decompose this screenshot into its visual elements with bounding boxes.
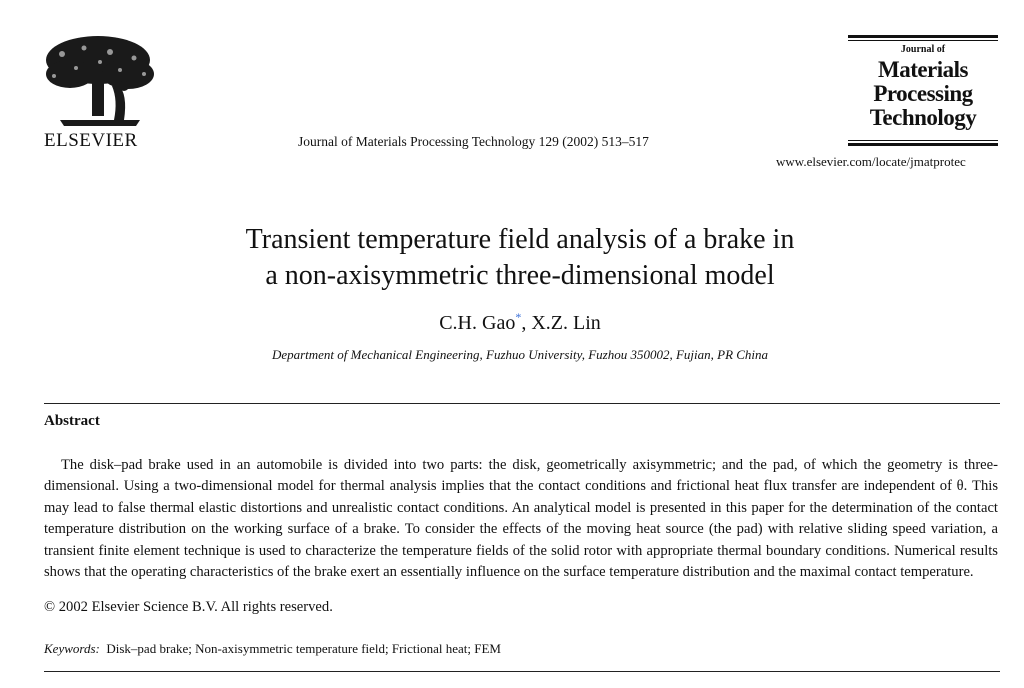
- journal-bottom-rule-thin: [848, 140, 998, 141]
- journal-top-rule-thin: [848, 40, 998, 41]
- publisher-name: ELSEVIER: [44, 130, 138, 151]
- title-line: Transient temperature field analysis of a brake in: [245, 224, 795, 255]
- authors: [0, 310, 1024, 335]
- article-title: [0, 222, 1024, 294]
- corresponding-author-link[interactable]: *: [515, 310, 522, 324]
- abstract-top-divider: [44, 403, 1000, 404]
- keywords-label: Keywords:: [44, 641, 100, 656]
- keywords-bottom-divider: [44, 671, 1000, 672]
- journal-name-line: Technology: [869, 105, 977, 130]
- author-name: C.H. Gao: [439, 312, 516, 334]
- abstract-text: The disk–pad brake used in an automobile is divided into two parts: the disk, geometrically axisymmetric; and the pad, of which the geometry is three-dimensional. Using a two-dimensional model for thermal analysis implies that the contact conditions and frictional heat flux transfer are independent of θ. This may lead to false thermal elastic distortions and unrealistic contact conditions. An analytical model is presented in this paper for the determination of the contact temperature distribution on the working surface of a brake. To consider the effects of the moving heat source (the pad) with relative sliding speed variation, a transient finite element technique is used to characterize the temperature fields of the solid rotor with appropriate thermal boundary conditions. Numerical results shows that the operating characteristics of the brake exert an essentially influence on the surface temperature distribution and the maximal contact temperature.: [44, 457, 998, 581]
- abstract-heading: Abstract: [44, 413, 100, 429]
- journal-top-rule-thick: [848, 35, 998, 38]
- keywords-list: Disk–pad brake; Non-axisymmetric temperature field; Frictional heat; FEM: [106, 641, 501, 656]
- elsevier-tree-logo: [40, 34, 158, 126]
- keywords: [44, 641, 501, 657]
- title-line: a non-axisymmetric three-dimensional model: [265, 260, 775, 291]
- coauthor-name: , X.Z. Lin: [521, 312, 601, 334]
- copyright-notice: © 2002 Elsevier Science B.V. All rights reserved.: [44, 599, 333, 615]
- journal-name-line: Processing: [873, 81, 973, 106]
- journal-name: [848, 58, 998, 130]
- journal-bottom-rule-thick: [848, 143, 998, 146]
- journal-of-label: Journal of: [900, 44, 946, 55]
- affiliation: Department of Mechanical Engineering, Fuzhuo University, Fuzhou 350002, Fujian, PR China: [271, 347, 769, 362]
- journal-name-line: Materials: [877, 57, 968, 82]
- journal-citation: Journal of Materials Processing Technology 129 (2002) 513–517: [298, 134, 649, 149]
- journal-url-link[interactable]: www.elsevier.com/locate/jmatprotec: [776, 154, 966, 169]
